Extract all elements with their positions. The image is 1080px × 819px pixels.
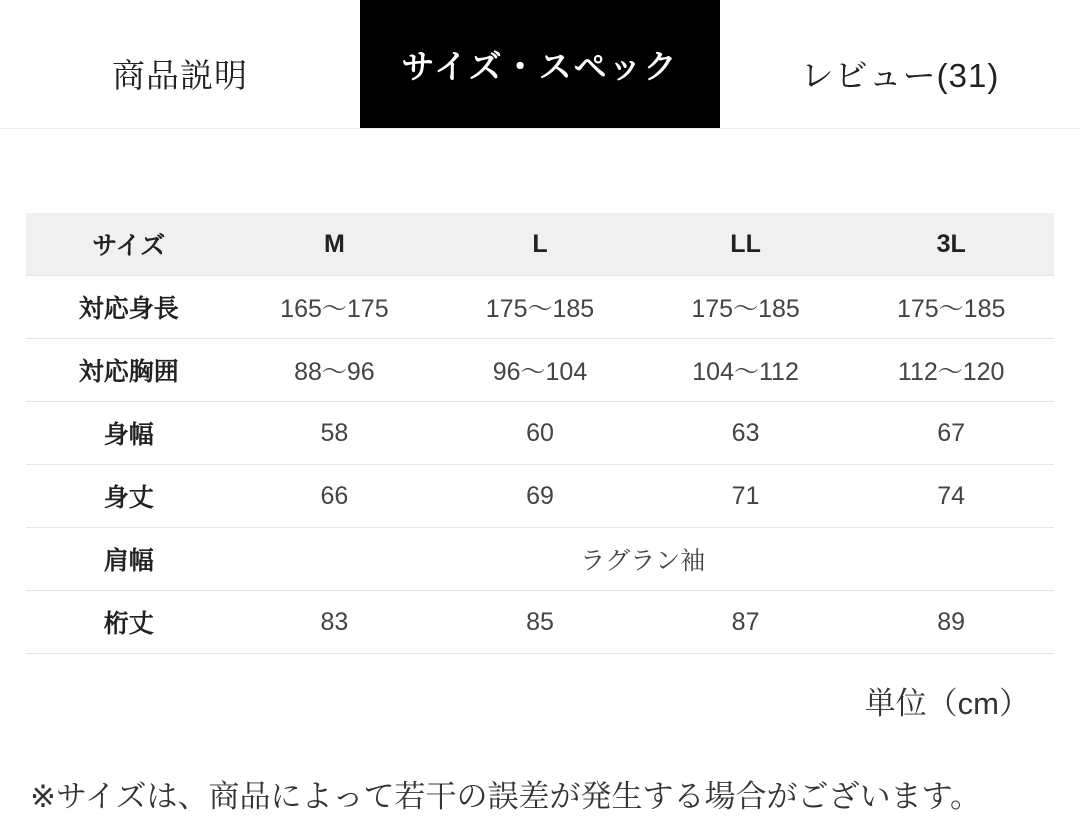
cell-length-ll: 71 (643, 465, 849, 528)
cell-height-l: 175〜185 (437, 276, 643, 339)
tab-description[interactable] (0, 0, 360, 128)
header-cell-3l: 3L (848, 213, 1054, 276)
header-cell-ll: LL (643, 213, 849, 276)
table-row (26, 528, 1054, 591)
cell-length-l: 69 (437, 465, 643, 528)
table-header-row (26, 213, 1054, 276)
table-header (26, 213, 1054, 276)
cell-width-l: 60 (437, 402, 643, 465)
table-row (26, 402, 1054, 465)
cell-height-m: 165〜175 (232, 276, 438, 339)
cell-shoulder-merged: ラグラン袖 (232, 528, 1054, 591)
table-row (26, 465, 1054, 528)
spec-content (0, 213, 1080, 819)
cell-width-m: 58 (232, 402, 438, 465)
tab-size-spec-label: サイズ・スペック (401, 47, 679, 85)
cell-height-ll: 175〜185 (643, 276, 849, 339)
table-body (26, 276, 1054, 654)
size-spec-table (26, 213, 1054, 654)
row-label-sleeve: 桁丈 (26, 591, 232, 654)
cell-sleeve-ll: 87 (643, 591, 849, 654)
cell-length-m: 66 (232, 465, 438, 528)
cell-width-3l: 67 (848, 402, 1054, 465)
cell-width-ll: 63 (643, 402, 849, 465)
cell-chest-3l: 112〜120 (848, 339, 1054, 402)
tab-size-spec[interactable] (360, 0, 720, 128)
size-table-wrap (26, 213, 1054, 654)
unit-note: 単位（cm） (864, 686, 1030, 721)
row-label-width: 身幅 (26, 402, 232, 465)
header-cell-l: L (437, 213, 643, 276)
cell-sleeve-l: 85 (437, 591, 643, 654)
tab-reviews[interactable] (720, 0, 1080, 128)
cell-height-3l: 175〜185 (848, 276, 1054, 339)
cell-chest-m: 88〜96 (232, 339, 438, 402)
tab-description-label: 商品説明 (112, 56, 248, 94)
tab-bar (0, 0, 1080, 129)
row-label-chest: 対応胸囲 (26, 339, 232, 402)
tab-reviews-label: レビュー(31) (800, 56, 1000, 94)
row-label-length: 身丈 (26, 465, 232, 528)
header-cell-m: M (232, 213, 438, 276)
cell-sleeve-3l: 89 (848, 591, 1054, 654)
cell-chest-ll: 104〜112 (643, 339, 849, 402)
table-row (26, 276, 1054, 339)
table-row (26, 591, 1054, 654)
cell-sleeve-m: 83 (232, 591, 438, 654)
row-label-shoulder: 肩幅 (26, 528, 232, 591)
table-row (26, 339, 1054, 402)
row-label-height: 対応身長 (26, 276, 232, 339)
cell-chest-l: 96〜104 (437, 339, 643, 402)
size-footnote: ※サイズは、商品によって若干の誤差が発生する場合がございます。 (30, 779, 982, 814)
cell-length-3l: 74 (848, 465, 1054, 528)
header-cell-size: サイズ (26, 213, 232, 276)
